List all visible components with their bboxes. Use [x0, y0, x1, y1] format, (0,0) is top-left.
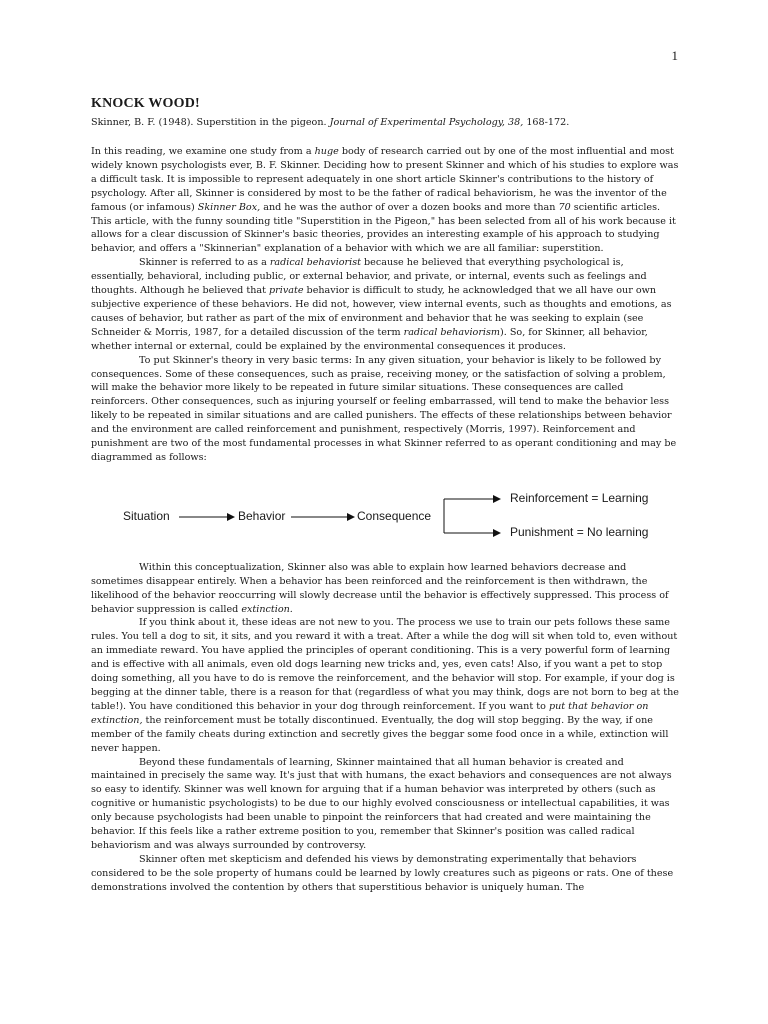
paragraph-basic-terms: To put Skinner's theory in very basic terms: In any given situation, your behavior is likely to be followed by consequences. Some of these consequences, such as praise, receiving money, or the satisfaction of solving a problem, will make the behavior more likely to be repeated in future similar situations. These consequences are called reinforcers. Other consequences, such as injuring yourself or feeling embarrassed, will tend to make the behavior less likely to be repeated in similar situations and are called punishers. The effects of these relationships between behavior and the environment are called reinforcement and punishment, respectively (Morris, 1997). Reinforcement and punishment are two of the most fundamental processes in what Skinner referred to as operant conditioning and may be diagrammed as follows:: [91, 354, 677, 463]
paragraph-radical-behaviorist: [91, 256, 679, 353]
citation: [91, 116, 679, 129]
text-run: ). So, for Skinner, all behavior, whether internal or external, could be explained by the environmental consequences it produces.: [91, 326, 648, 352]
paragraph-extinction: [91, 561, 679, 617]
operant-conditioning-diagram: [91, 481, 679, 541]
diagram-reinforcement-label: Reinforcement = Learning: [510, 490, 649, 505]
text-run: and he was the author of over a dozen books and more than: [260, 201, 559, 213]
text-run-italic: 70: [558, 201, 571, 213]
text-run: scientific articles. This article, with the funny sounding title "Superstition in the Pigeon," has been selected from all of his work because it allows for a clear discussion of Skinner's basic theories, provides an interesting example of his approach to studying behavior, and offers a "Skinnerian" explanation of a behavior with which we are all familiar: superstition.: [91, 201, 676, 255]
text-run: In this reading, we examine one study from a: [91, 146, 315, 157]
page-number: 1: [671, 48, 678, 63]
text-run: Skinner is referred to as a: [139, 257, 270, 269]
text-run-italic: put that behavior on extinction,: [91, 700, 649, 726]
diagram-behavior-label: Behavior: [238, 508, 286, 523]
text-run-italic: huge: [314, 146, 339, 157]
paragraph-human-behavior: Beyond these fundamentals of learning, Skinner maintained that all human behavior is created and maintained in precisely the same way. It's just that with humans, the exact behaviors and consequences are not always so easy to identify. Skinner was well known for arguing that if a human behavior was interpreted by others (such as cognitive or humanistic psychologists) to be due to our highly evolved consciousness or intellectual capabilities, it was only because psychologists had been unable to pinpoint the reinforcers that had created and were maintaining the behavior. If this feels like a rather extreme position to you, remember that Skinner's position was called radical behaviorism and was always surrounded by controversy.: [91, 756, 672, 851]
paragraph-skepticism: Skinner often met skepticism and defended his views by demonstrating experimentally that behaviors considered to be the sole property of humans could be learned by lowly creatures such as pigeons or rats. One of these demonstrations involved the contention by others that superstitious behavior is uniquely human. The: [91, 853, 674, 893]
article-body: [91, 96, 679, 895]
text-run: Within this conceptualization, Skinner also was able to explain how learned behaviors decrease and sometimes disappear entirely. When a behavior has been reinforced and the reinforcement is then withdrawn, the likelihood of the behavior reoccurring will slowly decrease until the behavior is effectively suppressed. This process of behavior suppression is called: [91, 561, 669, 615]
text-run-italic: radical behaviorism: [403, 326, 500, 338]
text-run-italic: extinction.: [241, 603, 293, 615]
text-run: If you think about it, these ideas are not new to you. The process we use to train our pets follows these same rules. You tell a dog to sit, it sits, and you reward it with a treat. After a while the dog will sit when told to, even without an immediate reward. You have applied the principles of operant conditioning. This is a very powerful form of learning and is effective with all animals, even old dogs learning new tricks and, yes, even cats! Also, if you want a pet to stop doing something, all you have to do is remove the reinforcement, and the behavior will stop. For example, if your dog is begging at the dinner table, there is a reason for that (regardless of what you may think, dogs are not born to beg at the table!). You have conditioned this behavior in your dog through reinforcement. If you want to: [91, 617, 679, 712]
diagram-consequence-label: Consequence: [357, 508, 432, 523]
text-run: body of research carried out by one of the most influential and most widely known psychologists ever, B. F. Skinner. Deciding how to present Skinner and which of his studies to explore was a difficult task. It is impossible to represent adequately in one short article Skinner's contributions to the history of psychology. After all, Skinner is considered by most to be the father of radical behaviorism, he was the inventor of the famous (or infamous): [91, 146, 679, 213]
paragraph-intro: [91, 145, 679, 256]
text-run: because he believed that everything psychological is, essentially, behavioral, including public, or external behavior, and private, or internal, events such as feelings and thoughts. Although he believed that: [91, 257, 647, 297]
diagram-punishment-label: Punishment = No learning: [510, 524, 649, 539]
citation-journal: Journal of Experimental Psychology, 38,: [329, 117, 524, 128]
diagram-situation-label: Situation: [123, 508, 170, 523]
text-run: behavior is difficult to study, he acknowledged that we all have our own subjective experience of these behaviors. He did not, however, view internal events, such as thoughts and emotions, as causes of behavior, but rather as part of the mix of environment and behavior that he was seeking to explain (see Schneider & Morris, 1987, for a detailed discussion of the term: [91, 285, 672, 338]
citation-authors: Skinner, B. F. (1948). Superstition in the pigeon.: [91, 117, 330, 128]
paragraph-pets: [91, 616, 679, 755]
text-run: the reinforcement must be totally discontinued. Eventually, the dog will stop begging. By the way, if one member of the family cheats during extinction and secretly gives the beggar some food once in a while, extinction will never happen.: [91, 714, 669, 754]
text-run-italic: Skinner Box,: [197, 201, 261, 213]
article-title: KNOCK WOOD!: [91, 96, 200, 111]
citation-pages: 168-172.: [523, 117, 570, 128]
text-run-italic: radical behaviorist: [269, 257, 361, 269]
text-run-italic: private: [269, 285, 304, 297]
